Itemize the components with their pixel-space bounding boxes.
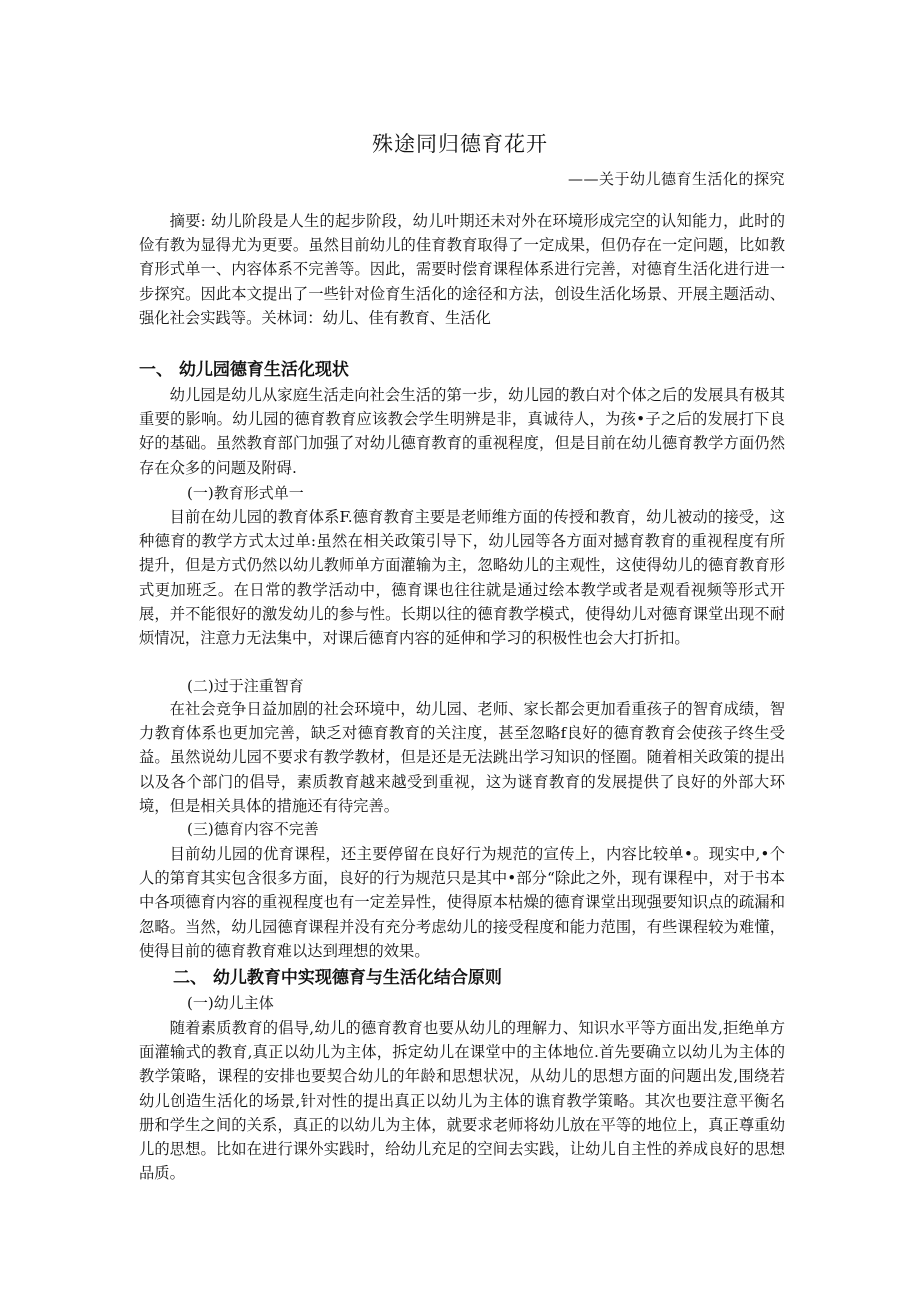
abstract-paragraph: 摘要: 幼儿阶段是人生的起步阶段，幼儿叶期还未对外在环境形成完空的认知能力，此时的俭有教为显得尤为更要。虽然目前幼儿的佳育教育取得了一定成果，但仍存在一定问题，比如教育形式单一、内容体系不完善等。因此，需要时偿育课程体系进行完善，对德育生活化进行进一步探究。因此本文提出了一些针对俭育生活化的途径和方法，创设生活化场景、开展主题活动、强化社会实践等。关林词：幼儿、佳有教育、生活化 (139, 212, 785, 327)
section2-sub1-heading: (一)幼儿主体 (187, 994, 274, 1012)
section2-sub1-paragraph: 随着素质教育的倡导,幼儿的德育教育也要从幼儿的理解力、知识水平等方面出发,拒绝单方面灌输式的教育,真正以幼儿为主体，拆定幼儿在课堂中的主体地位.首先要确立以幼儿为主体的教学策略，课程的安排也要契合幼儿的年龄和思想状况，从幼儿的思想方面的问题出发,围绕若幼儿创造生活化的场景,针对性的提出真正以幼儿为主体的谯育教学策略。其次也要注意平衡名册和学生之间的关系，真正的以幼儿为主体，就要求老师将幼儿放在平等的地位上，真正尊重幼儿的思想。比如在进行课外实践时，给幼儿充足的空间去实践，让幼儿自主性的养成良好的思想品质。 (139, 1019, 785, 1183)
section1-sub3-paragraph: 目前幼儿园的优育课程，还主要停留在良好行为规范的宣传上，内容比较单•。现实中,•个人的第育其实包含很多方面，良好的行为规范只是其中•部分“除此之外，现有课程中，对于书本中各项德育内容的重视程度也有一定差异性，使得原本枯燥的德育课堂出现强要知识点的疏漏和忽略。当然，幼儿园德育课程并没有充分考虑幼儿的接受程度和能力范围，有些课程较为难懂，使得目前的德育教育难以达到理想的效果。 (139, 845, 785, 960)
section-heading-2: 二、 幼儿教育中实现德育与生活化结合原则 (173, 968, 502, 988)
page-subtitle: ——关于幼儿德育生活化的探究 (567, 170, 785, 188)
section1-intro-paragraph: 幼儿园是幼儿从家庭生活走向社会生活的第一步，幼儿园的教白对个体之后的发展具有极其重要的影响。幼儿园的德育教育应该教会学生明辨是非，真诚待人，为孩•子之后的发展打下良好的基础。虽然教育部门加强了对幼儿德育教育的重视程度，但是目前在幼儿德育教学方面仍然存在众多的问题及附碍. (139, 386, 785, 477)
section1-sub1-heading: (一)教育形式单一 (187, 484, 304, 502)
section1-sub1-paragraph: 目前在幼儿园的教育体系F.德育教育主要是老师维方面的传授和教育，幼儿被动的接受，这种德育的教学方式太过单:虽然在相关政策引导下，幼儿园等各方面对撼育教育的重视程度有所提升，但是方式仍然以幼儿教师单方面灌输为主，忽略幼儿的主观性，这使得幼儿的德育教育形式更加班乏。在日常的教学活动中，德育课也往往就是通过绘本教学或者是观看视频等形式开展，并不能很好的激发幼儿的参与性。长期以往的德育教学模式，使得幼儿对德育课堂出现不耐烦情况，注意力无法集中，对课后德育内容的延伸和学习的积极性也会大打折扣。 (139, 508, 785, 648)
section1-sub2-paragraph: 在社会竞争日益加剧的社会环境中，幼儿园、老师、家长都会更加看重孩子的智育成绩，智力教育体系也更加完善，缺乏对德育教育的关注度，甚至忽略f良好的德育教育会使孩子终生受益。虽然说幼儿园不要求有教学教材，但是还是无法跳出学习知识的怪圈。随着相关政策的提出以及各个部门的倡导，素质教育越来越受到重视，这为谜育教育的发展提供了良好的外部大环境，但是相关具体的措施还有待完善。 (139, 700, 785, 815)
section1-sub3-heading: (三)德育内容不完善 (187, 820, 319, 838)
section1-sub2-heading: (二)过于注重智育 (187, 677, 304, 695)
section-heading-1: 一、 幼儿园德育生活化现状 (139, 360, 349, 380)
page-title: 殊途同归德育花开 (372, 132, 548, 156)
